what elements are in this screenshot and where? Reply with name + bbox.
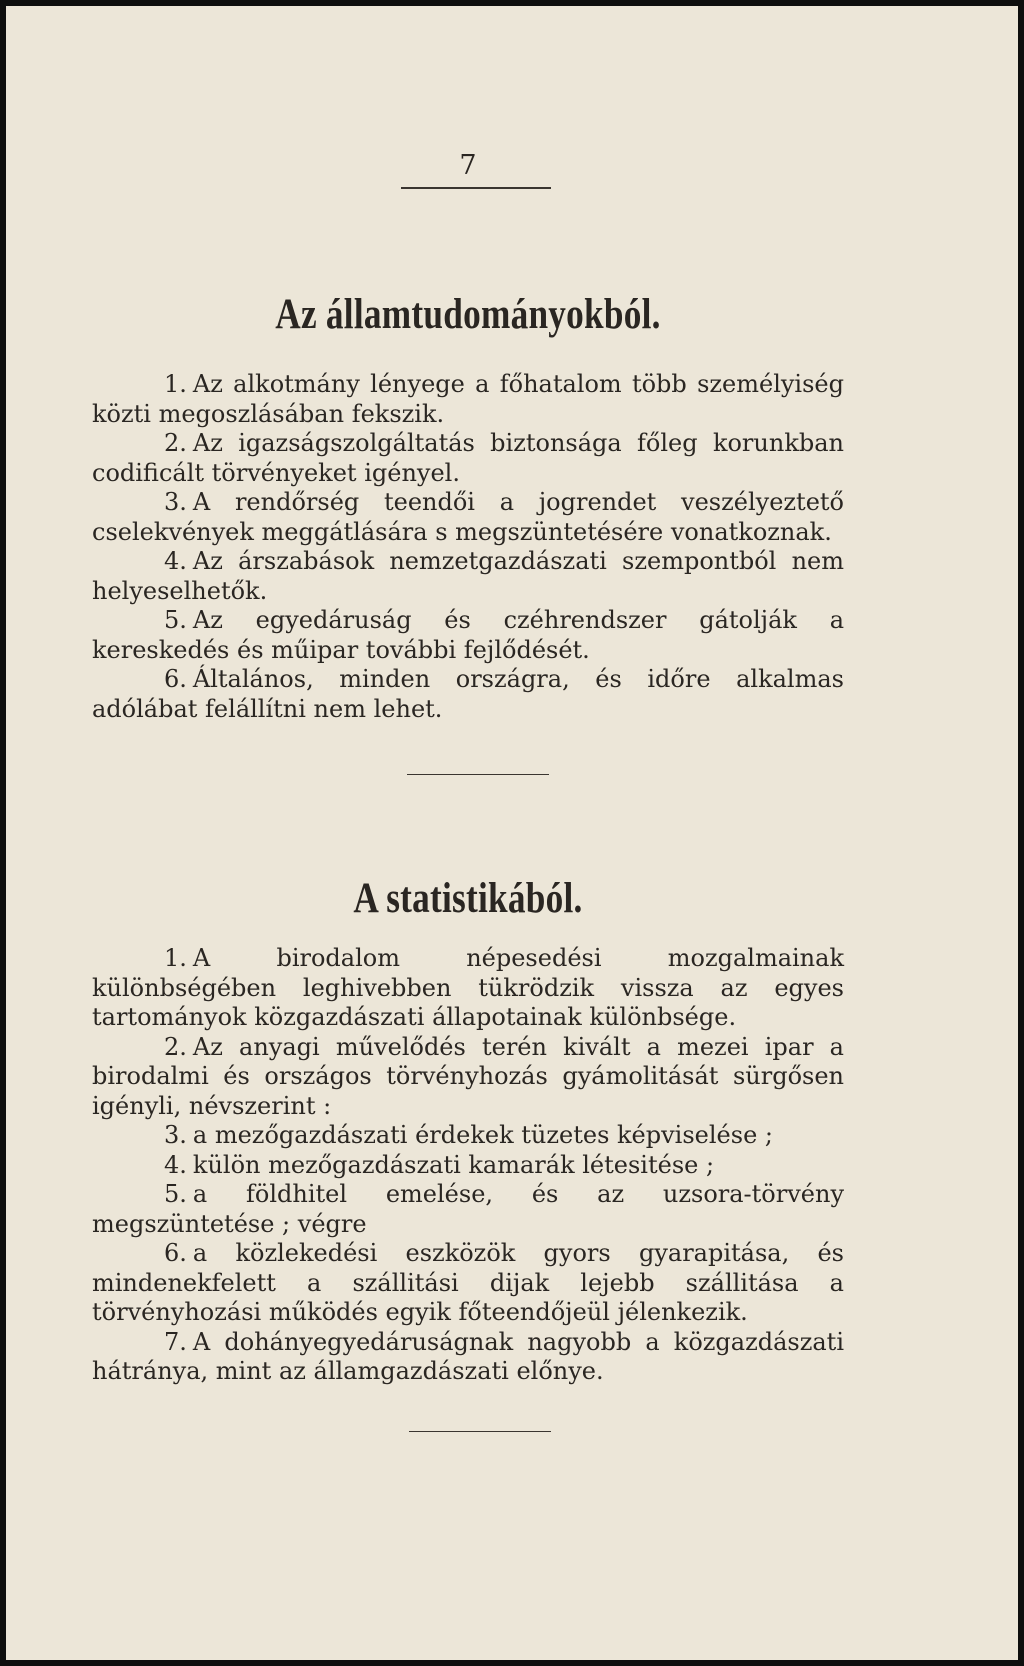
- thesis-list-statistika: [92, 944, 844, 1387]
- thesis-item: 5. a földhitel emelése, és az uzsora-törvény megszüntetése ; végre: [92, 1180, 844, 1238]
- header-rule: [401, 187, 551, 189]
- thesis-list-allamtudomanyok: [92, 370, 844, 724]
- closing-rule: [409, 1431, 551, 1432]
- thesis-item: 6. Általános, minden országra, és időre alkalmas adólábat felállítni nem lehet.: [92, 665, 844, 723]
- section-title-allamtudomanyok: Az államtudományokból.: [275, 291, 661, 338]
- book-page: [92, 150, 844, 1432]
- section-divider: [407, 774, 549, 775]
- thesis-item: 3. a mezőgazdászati érdekek tüzetes képviselése ;: [164, 1121, 773, 1149]
- thesis-item: 7. A dohányegyedáruságnak nagyobb a közgazdászati hátránya, mint az államgazdászati előnye.: [92, 1327, 844, 1385]
- thesis-item: 3. A rendőrség teendői a jogrendet veszélyeztető cselekvények meggátlására s megszüntetésére vonatkoznak.: [92, 488, 844, 546]
- section-title-statistika: A statistikából.: [353, 875, 583, 922]
- thesis-item: 1. Az alkotmány lényege a főhatalom több személyiség közti megoszlásában fekszik.: [92, 370, 844, 428]
- page-number: 7: [459, 150, 477, 181]
- thesis-item: 4. külön mezőgazdászati kamarák létesitése ;: [164, 1150, 715, 1179]
- thesis-item: 2. Az igazságszolgáltatás biztonsága főleg korunkban codificált törvényeket igényel.: [92, 429, 844, 487]
- thesis-item: 1. A birodalom népesedési mozgalmainak különbségében leghivebben tükrödzik vissza az egyes tartományok közgazdászati állapotainak különbsége.: [92, 944, 844, 1031]
- thesis-item: 2. Az anyagi művelődés terén kivált a mezei ipar a birodalmi és országos törvényhozás gyámolitását sürgősen igényli, névszerint :: [92, 1032, 844, 1120]
- thesis-item: 6. a közlekedési eszközök gyors gyarapitása, és mindenekfelett a szállitási dijak lejebb szállitása a törvényhozási működés egyik főteendőjeül jélenkezik.: [92, 1239, 844, 1326]
- thesis-item: 5. Az egyedáruság és czéhrendszer gátolják a kereskedés és műipar további fejlődését.: [92, 606, 844, 664]
- thesis-item: 4. Az árszabások nemzetgazdászati szempontból nem helyeselhetők.: [92, 547, 844, 605]
